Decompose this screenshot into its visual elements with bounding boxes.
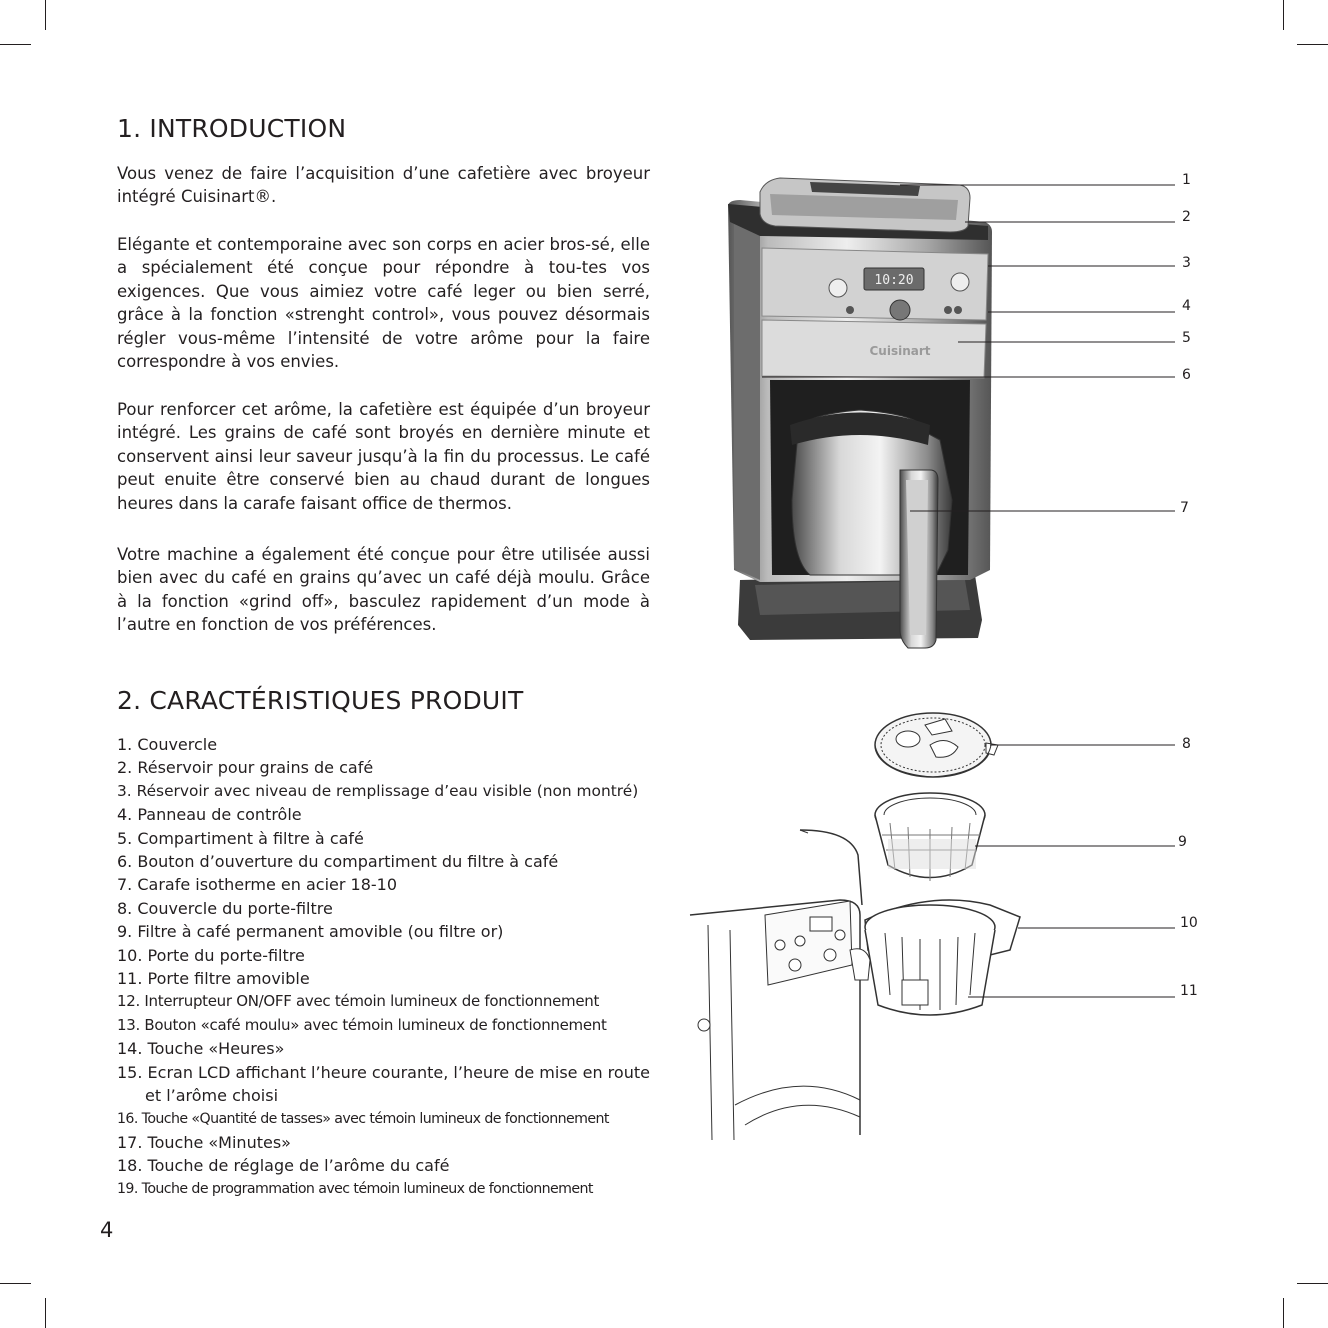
list-item: 18. Touche de réglage de l’arôme du café: [117, 1156, 450, 1176]
callout-number: 7: [1180, 500, 1189, 516]
intro-paragraph: Vous venez de faire l’acquisition d’une cafetière avec broyeur intégré Cuisinart®.: [117, 164, 650, 207]
callout-number: 10: [1180, 915, 1198, 931]
list-item: 12. Interrupteur ON/OFF avec témoin lumineux de fonctionnement: [117, 992, 600, 1011]
brand-logo: Cuisinart: [869, 344, 931, 358]
intro-paragraph: Votre machine a également été conçue pour être utilisée aussi bien avec du café en grains qu’avec un café déjà moulu. Grâce à la fonction «grind off», basculez rapidement d’un mode à l’autre en fonction de vos préférences.: [117, 545, 650, 635]
list-item: 10. Porte du porte-filtre: [117, 945, 305, 965]
list-item: 19. Touche de programmation avec témoin lumineux de fonctionnement: [117, 1180, 593, 1197]
intro-paragraph: Pour renforcer cet arôme, la cafetière est équipée d’un broyeur intégré. Les grains de café sont broyés en dernière minute et conservent ainsi leur saveur jusqu’à la fin du processus. Le café peut enuite être conservé bien au chaud durant de longues heures dans la carafe faisant office de thermos.: [117, 400, 650, 513]
callout-number: 6: [1182, 367, 1191, 383]
callout-number: 3: [1182, 255, 1191, 271]
list-item: 5. Compartiment à filtre à café: [117, 828, 364, 848]
list-item: 9. Filtre à café permanent amovible (ou filtre or): [117, 922, 504, 942]
list-item: 1. Couvercle: [117, 735, 218, 754]
page-number: 4: [100, 1218, 114, 1242]
callout-number: 5: [1182, 330, 1191, 346]
list-item: 7. Carafe isotherme en acier 18-10: [117, 875, 398, 895]
list-item: 14. Touche «Heures»: [117, 1039, 285, 1059]
list-item: 16. Touche «Quantité de tasses» avec témoin lumineux de fonctionnement: [117, 1110, 609, 1127]
list-item: 11. Porte filtre amovible: [117, 969, 310, 989]
list-item: 17. Touche «Minutes»: [117, 1132, 291, 1152]
callout-number: 1: [1182, 172, 1191, 188]
list-item: 8. Couvercle du porte-filtre: [117, 898, 333, 918]
callout-number: 4: [1182, 298, 1191, 314]
section-title-introduction: 1. INTRODUCTION: [117, 114, 347, 143]
callout-number: 2: [1182, 209, 1191, 225]
list-item: 6. Bouton d’ouverture du compartiment du filtre à café: [117, 852, 559, 872]
list-item: 13. Bouton «café moulu» avec témoin lumineux de fonctionnement: [117, 1015, 607, 1034]
callout-number: 8: [1182, 736, 1191, 752]
list-item: 2. Réservoir pour grains de café: [117, 758, 374, 778]
callout-number: 11: [1180, 983, 1198, 999]
intro-paragraph: Elégante et contemporaine avec son corps en acier bros-sé, elle a spécialement été conçue pour répondre à tou-tes vos exigences. Que vous aimiez votre café leger ou bien serré, grâce à la fonction «strenght control», vous pouvez désormais régler vous-même l’intensité de votre arôme pour la faire correspondre à vos envies.: [117, 235, 650, 372]
list-item: 4. Panneau de contrôle: [117, 805, 302, 825]
list-item: 15. Ecran LCD affichant l’heure courante, l’heure de mise en route et l’arôme choisi: [117, 1062, 650, 1106]
list-item: 3. Réservoir avec niveau de remplissage d’eau visible (non montré): [117, 781, 639, 800]
section-title-caracteristiques: 2. CARACTÉRISTIQUES PRODUIT: [117, 686, 524, 715]
callout-number: 9: [1178, 834, 1187, 850]
lcd-time: 10:20: [874, 273, 914, 288]
